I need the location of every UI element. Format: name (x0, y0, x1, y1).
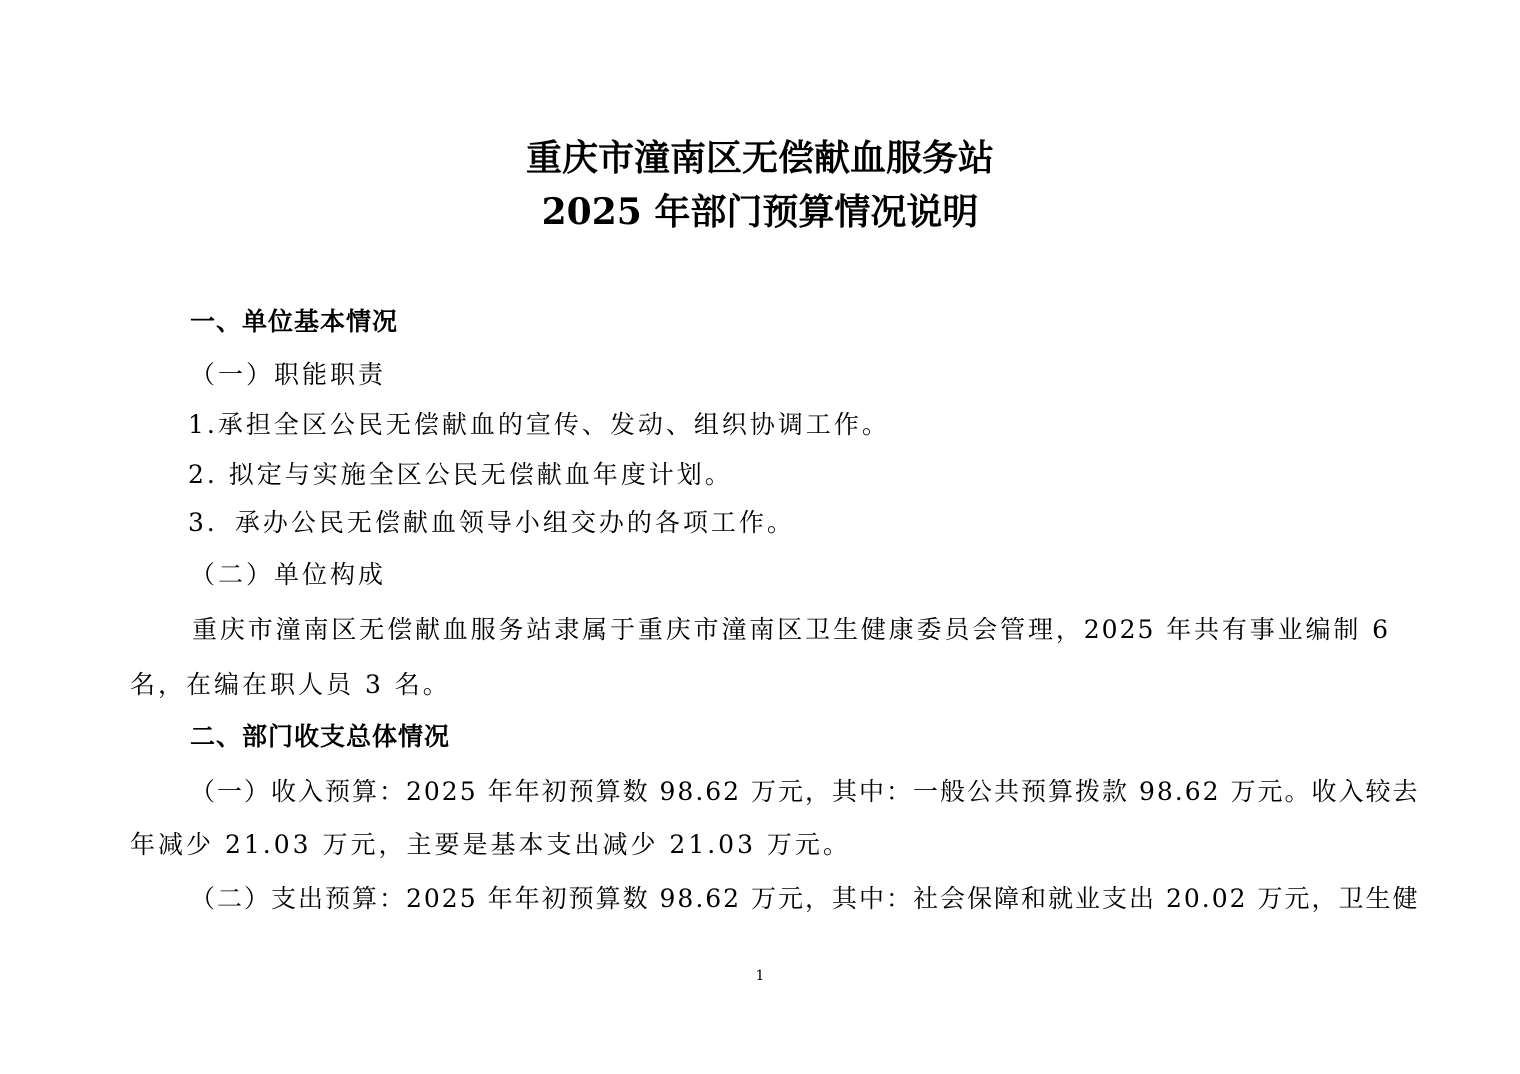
section1-heading: 一、单位基本情况 (190, 307, 399, 336)
section2-heading: 二、部门收支总体情况 (190, 722, 451, 751)
income-paragraph-line1: （一）收入预算：2025 年年初预算数 98.62 万元，其中：一般公共预算拨款 98.62 万元。收入较去 (190, 777, 1420, 806)
function-item-2: 2. 拟定与实施全区公民无偿献血年度计划。 (188, 460, 733, 489)
document-title-line2: 2025 年部门预算情况说明 (541, 191, 979, 233)
section1-subheading-functions: （一）职能职责 (190, 360, 387, 389)
section1-subheading-composition: （二）单位构成 (190, 560, 387, 589)
function-item-1: 1.承担全区公民无偿献血的宣传、发动、组织协调工作。 (188, 410, 890, 439)
expense-paragraph-line1: （二）支出预算：2025 年年初预算数 98.62 万元，其中：社会保障和就业支出 20.02 万元，卫生健 (190, 884, 1420, 913)
page-number: 1 (755, 968, 765, 984)
income-paragraph-line2: 年减少 21.03 万元，主要是基本支出减少 21.03 万元。 (130, 830, 851, 859)
function-item-3: 3．承办公民无偿献血领导小组交办的各项工作。 (188, 508, 795, 537)
composition-paragraph-line2: 名，在编在职人员 3 名。 (130, 670, 451, 699)
document-title-line1: 重庆市潼南区无偿献血服务站 (525, 137, 994, 179)
composition-paragraph-line1: 重庆市潼南区无偿献血服务站隶属于重庆市潼南区卫生健康委员会管理，2025 年共有事业编制 6 (192, 615, 1390, 644)
